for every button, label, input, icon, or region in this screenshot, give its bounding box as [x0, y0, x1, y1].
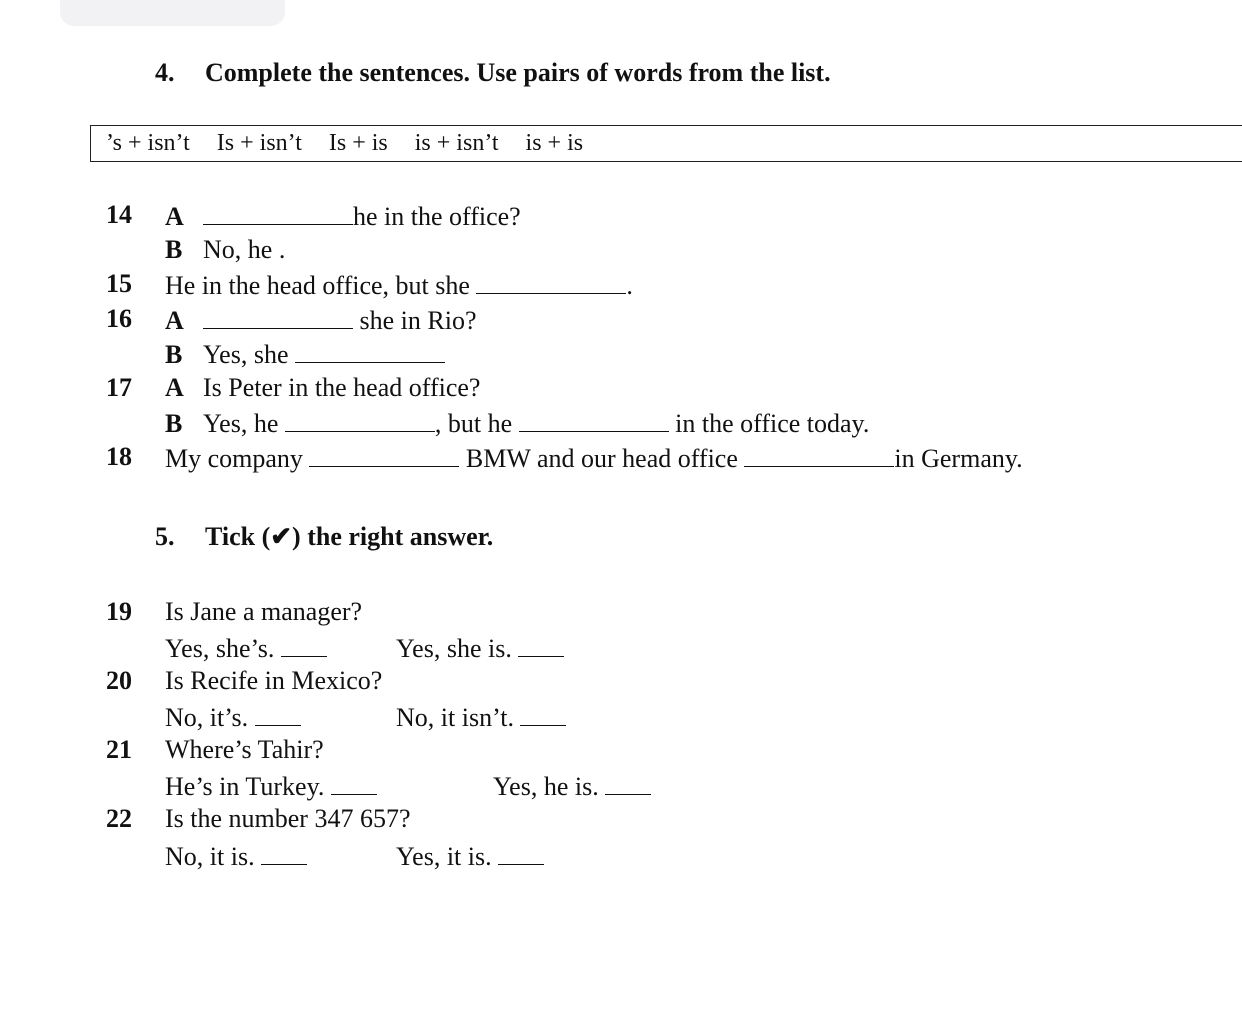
tick-blank[interactable] [520, 701, 566, 726]
q21-question: Where’s Tahir? [165, 735, 324, 764]
q14-b-text: No, he . [203, 235, 286, 264]
q17-line-a [165, 373, 480, 403]
q19-option-2-text: Yes, she is. [396, 634, 512, 663]
speaker-a-label: A [165, 373, 184, 402]
section-4-number: 4. [155, 58, 175, 87]
tick-blank[interactable] [518, 632, 564, 657]
speaker-a-label: A [165, 202, 184, 231]
tick-blank[interactable] [331, 770, 377, 795]
top-tab [60, 0, 285, 26]
answer-blank[interactable] [203, 304, 353, 329]
q18-before: My company [165, 444, 303, 473]
tick-blank[interactable] [255, 701, 301, 726]
question-number-15: 15 [106, 269, 132, 298]
q17-b-after: in the office today. [675, 409, 870, 438]
section-4-title: Complete the sentences. Use pairs of words from the list. [205, 58, 831, 87]
q22-option-1 [165, 840, 307, 872]
tick-blank[interactable] [605, 770, 651, 795]
q22-question: Is the number 347 657? [165, 804, 411, 833]
section-5-number: 5. [155, 522, 175, 551]
q21-option-1 [165, 770, 377, 802]
question-number-14: 14 [106, 200, 132, 229]
q14-a-text: he in the office? [353, 202, 521, 231]
answer-blank[interactable] [519, 407, 669, 432]
q17-b-mid: , but he [434, 409, 513, 438]
answer-blank[interactable] [203, 200, 353, 225]
q22-option-2 [396, 840, 544, 872]
q17-b-before: Yes, he [203, 409, 279, 438]
q21-option-1-text: He’s in Turkey. [165, 772, 325, 801]
tick-blank[interactable] [281, 632, 327, 657]
speaker-b-label: B [165, 340, 183, 369]
q22-option-1-text: No, it is. [165, 842, 255, 871]
q16-line-b [165, 338, 445, 370]
q16-a-text: she in Rio? [359, 306, 477, 335]
q19-option-1-text: Yes, she’s. [165, 634, 275, 663]
q22-option-2-text: Yes, it is. [396, 842, 492, 871]
word-list-box [90, 125, 1242, 162]
answer-blank[interactable] [285, 407, 435, 432]
word-pair-2: Is + isn’t [216, 130, 302, 156]
speaker-b-label: B [165, 235, 183, 264]
answer-blank[interactable] [309, 442, 459, 467]
speaker-b-label: B [165, 409, 183, 438]
word-pair-1: ’s + isn’t [106, 130, 190, 156]
q20-option-1-text: No, it’s. [165, 703, 249, 732]
section-5-title: Tick (✔) the right answer. [205, 522, 494, 551]
speaker-a-label: A [165, 306, 184, 335]
section-5-heading [155, 522, 493, 552]
question-number-22: 22 [106, 804, 132, 833]
q15-line [165, 269, 633, 301]
q16-line-a [165, 304, 477, 336]
word-pair-4: is + isn’t [414, 130, 499, 156]
q20-question: Is Recife in Mexico? [165, 666, 383, 695]
q17-line-b [165, 407, 869, 439]
answer-blank[interactable] [295, 338, 445, 363]
word-pair-5: is + is [525, 130, 584, 156]
q21-option-2-text: Yes, he is. [493, 772, 599, 801]
question-number-18: 18 [106, 442, 132, 471]
q15-text-after: . [626, 271, 633, 300]
section-4-heading [155, 58, 831, 88]
question-number-20: 20 [106, 666, 132, 695]
question-number-19: 19 [106, 597, 132, 626]
answer-blank[interactable] [744, 442, 894, 467]
q16-b-text: Yes, she [203, 340, 289, 369]
q14-line-b [165, 235, 285, 265]
answer-blank[interactable] [476, 269, 626, 294]
q15-text-before: He in the head office, but she [165, 271, 470, 300]
q18-line [165, 442, 1023, 474]
q20-option-2 [396, 701, 566, 733]
tick-blank[interactable] [261, 840, 307, 865]
q19-option-2 [396, 632, 564, 664]
q17-a-text: Is Peter in the head office? [203, 373, 481, 402]
question-number-16: 16 [106, 304, 132, 333]
q20-option-2-text: No, it isn’t. [396, 703, 514, 732]
tick-blank[interactable] [498, 840, 544, 865]
q20-option-1 [165, 701, 301, 733]
question-number-17: 17 [106, 373, 132, 402]
q19-option-1 [165, 632, 327, 664]
q18-mid: BMW and our head office [465, 444, 738, 473]
q19-question: Is Jane a manager? [165, 597, 363, 626]
question-number-21: 21 [106, 735, 132, 764]
q21-option-2 [493, 770, 651, 802]
q18-after: in Germany. [894, 444, 1023, 473]
word-pair-3: Is + is [328, 130, 388, 156]
q14-line-a [165, 200, 521, 232]
